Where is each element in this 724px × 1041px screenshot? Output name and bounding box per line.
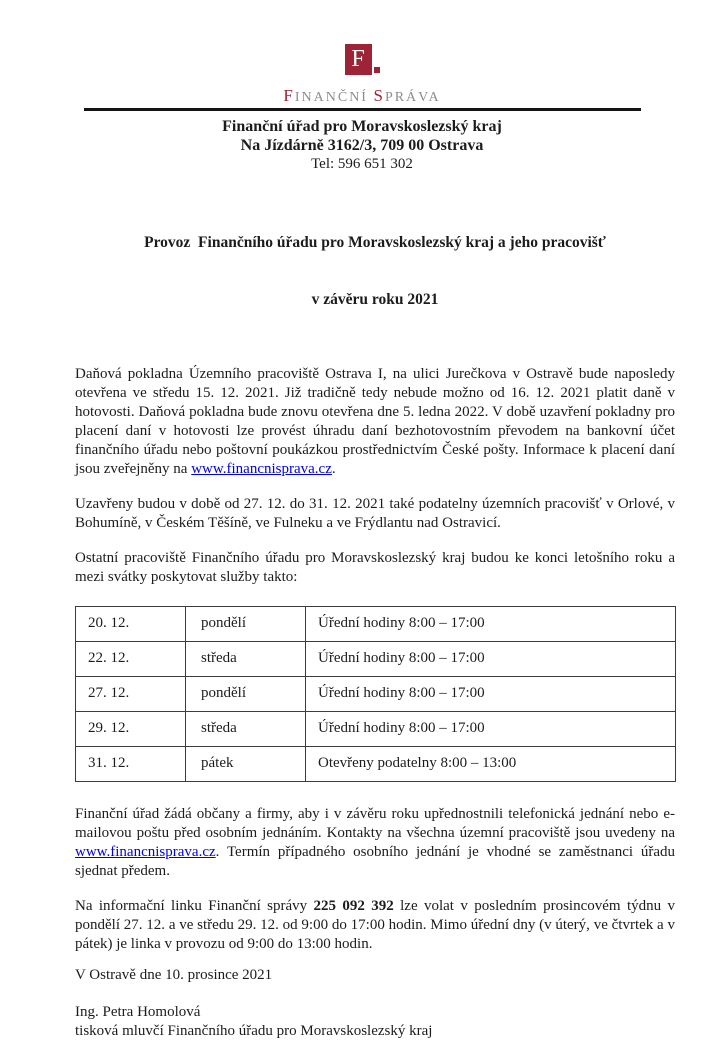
- office-header: [0, 118, 724, 174]
- cell-date: 27. 12.: [76, 676, 186, 711]
- dateline: V Ostravě dne 10. prosince 2021: [75, 966, 273, 983]
- financnisprava-link-2[interactable]: www.financnisprava.cz: [75, 843, 216, 860]
- logo-word-prava: PRÁVA: [384, 90, 441, 105]
- cell-hours: Úřední hodiny 8:00 – 17:00: [306, 711, 676, 746]
- table-row: [76, 676, 676, 711]
- paragraph-infoline: [75, 897, 675, 954]
- logo-word-s-initial: S: [373, 86, 385, 105]
- financnisprava-link-1[interactable]: www.financnisprava.cz: [191, 460, 332, 477]
- logo-f-square-icon: F: [345, 44, 372, 75]
- cell-date: 22. 12.: [76, 641, 186, 676]
- signature-block: [75, 1003, 675, 1041]
- cell-day: pátek: [186, 746, 306, 781]
- paragraph-closures: Uzavřeny budou v době od 27. 12. do 31. 12. 2021 také podatelny územních pracovišť v Orlové, v Bohumíně, v Českém Těšíně, ve Fulneku a ve Frýdlantu nad Ostravicí.: [75, 495, 675, 531]
- office-hours-table: [75, 606, 676, 782]
- office-phone: Tel: 596 651 302: [311, 156, 413, 172]
- cell-day: středa: [186, 641, 306, 676]
- office-name: Finanční úřad pro Moravskoslezský kraj: [222, 118, 502, 135]
- office-address: Na Jízdárně 3162/3, 709 00 Ostrava: [240, 136, 484, 154]
- document-title-line1: Provoz Finančního úřadu pro Moravskoslezský kraj a jeho pracovišť: [144, 233, 606, 251]
- logo-word-inancni: INANČNÍ: [294, 90, 374, 105]
- cell-day: pondělí: [186, 676, 306, 711]
- infoline-number: 225 092 392: [313, 897, 394, 914]
- logo-mark: [345, 44, 380, 75]
- cell-hours: Úřední hodiny 8:00 – 17:00: [306, 676, 676, 711]
- paragraph-infoline-after: lze volat v posledním prosincovém týdnu v pondělí 27. 12. a ve středu 29. 12. od 9:00 do 17:00 hodin. Mimo úřední dny (v úterý, ve čtvrtek a v pátek) je linka v provozu od 9:00 do 13:00 hodin.: [75, 897, 675, 952]
- table-row: [76, 606, 676, 641]
- cell-day: středa: [186, 711, 306, 746]
- paragraph-other-offices: Ostatní pracoviště Finančního úřadu pro Moravskoslezský kraj budou ke konci letošního roku a mezi svátky poskytovat služby takto:: [75, 549, 675, 585]
- logo-wordmark: [0, 88, 724, 106]
- paragraph-infoline-text: Na informační linku Finanční správy: [75, 897, 314, 914]
- paragraph-contact-preference: [75, 805, 675, 881]
- cell-day: pondělí: [186, 606, 306, 641]
- logo-word-f-initial: F: [283, 86, 295, 105]
- document-title-line2: v závěru roku 2021: [311, 290, 439, 308]
- paragraph-cash-desk-text: Daňová pokladna Územního pracoviště Ostrava I, na ulici Jurečkova v Ostravě bude naposledy otevřena ve středu 15. 12. 2021. Již tradičně tedy nebude možno od 16. 12. 2021 platit daně v hotovosti. Daňová pokladna bude znovu otevřena dne 5. ledna 2022. V době uzavření pokladny pro placení daní v hotovosti lze provést úhradu daní bezhotovostním převodem na bankovní účet finančního úřadu nebo poštovní poukázkou prostřednictvím České pošty. Informace k placení daní jsou zveřejněny na: [75, 365, 675, 477]
- header-divider: [84, 108, 641, 111]
- cell-hours: Otevřeny podatelny 8:00 – 13:00: [306, 746, 676, 781]
- cell-date: 29. 12.: [76, 711, 186, 746]
- paragraph-contact-text: Finanční úřad žádá občany a firmy, aby i v závěru roku upřednostnili telefonická jednání nebo e-mailovou poštu před osobním jednáním. Kontakty na všechna územní pracoviště jsou uvedeny na: [75, 805, 675, 841]
- signature-role: tisková mluvčí Finančního úřadu pro Moravskoslezský kraj: [75, 1022, 433, 1039]
- cell-date: 31. 12.: [76, 746, 186, 781]
- cell-date: 20. 12.: [76, 606, 186, 641]
- table-row: [76, 641, 676, 676]
- cell-hours: Úřední hodiny 8:00 – 17:00: [306, 606, 676, 641]
- paragraph-contact-after: . Termín případného osobního jednání je vhodné se zaměstnanci úřadu sjednat předem.: [75, 843, 675, 879]
- paragraph-cash-desk-after: .: [331, 460, 336, 477]
- document-title: [75, 195, 675, 347]
- signature-name: Ing. Petra Homolová: [75, 1003, 201, 1020]
- financni-sprava-logo: [0, 0, 724, 106]
- table-row: [76, 711, 676, 746]
- logo-dot-icon: [374, 67, 380, 73]
- paragraph-cash-desk: [75, 365, 675, 479]
- cell-hours: Úřední hodiny 8:00 – 17:00: [306, 641, 676, 676]
- table-row: [76, 746, 676, 781]
